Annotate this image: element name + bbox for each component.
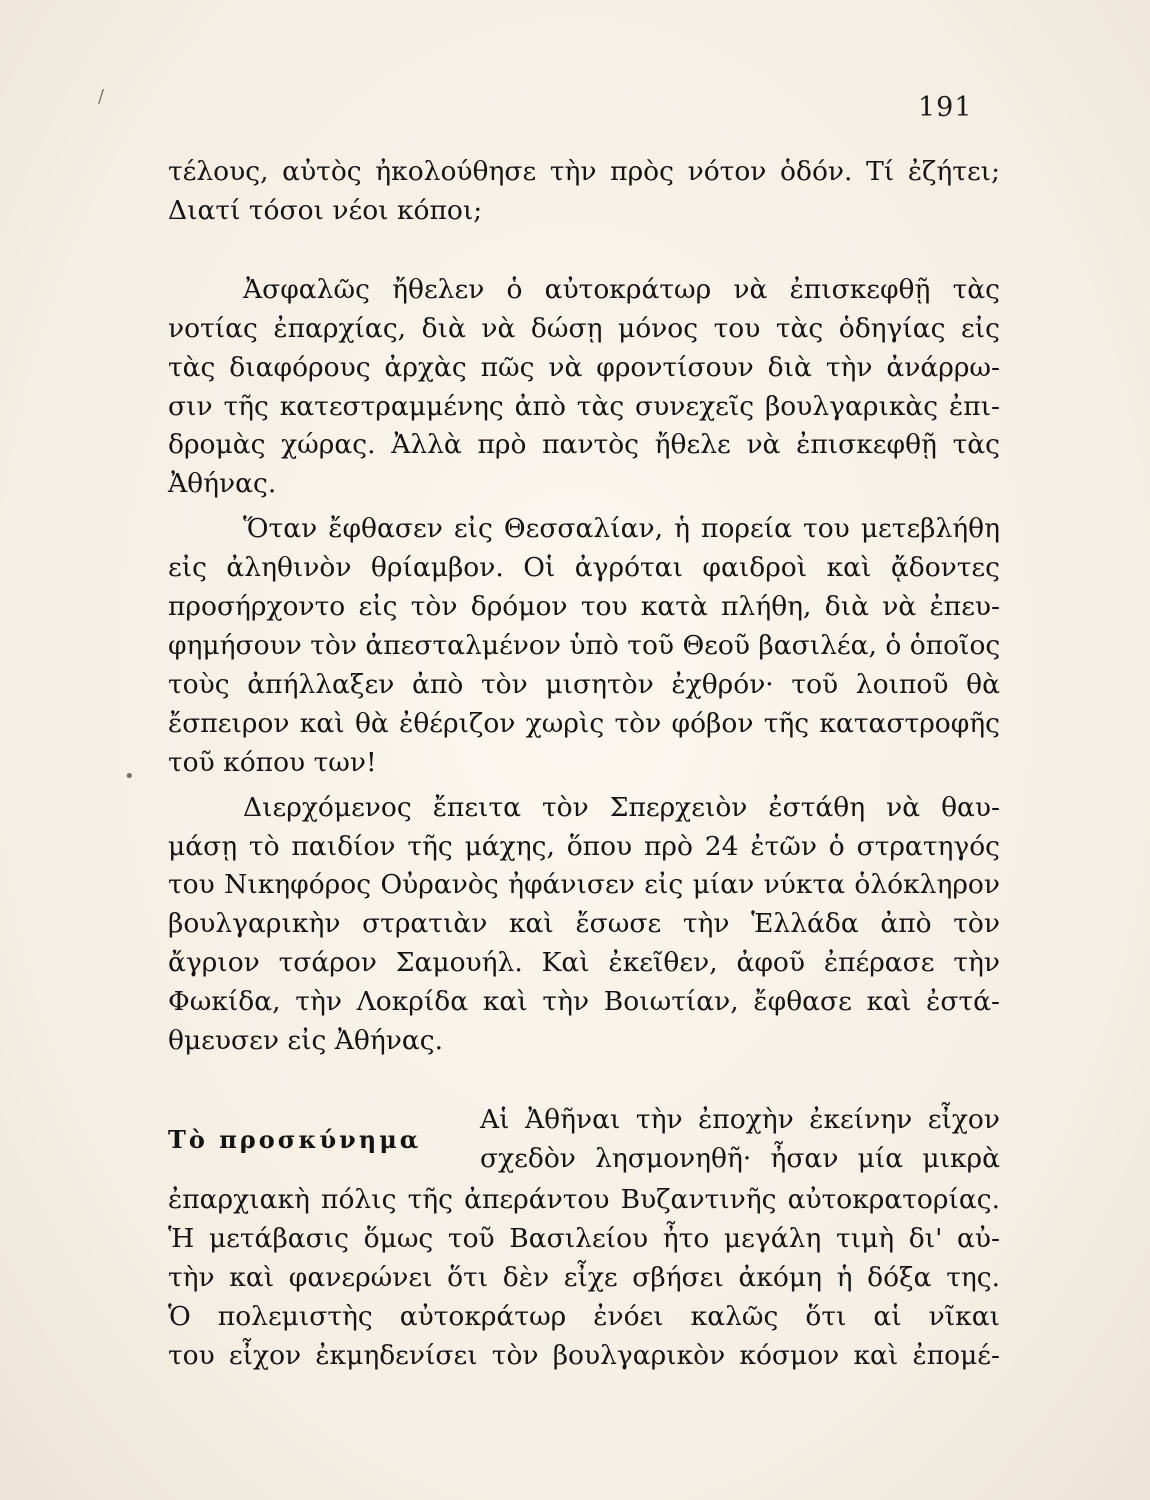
- section-heading: Τὸ προσκύνημα: [168, 1124, 422, 1154]
- text-line: εἰς ἀληθινὸν θρίαμβον. Οἱ ἀγρόται φαιδροὶ καὶ ᾄδοντες: [168, 552, 1000, 584]
- margin-dot-mark: •: [124, 766, 135, 787]
- text-line: προσήρχοντο εἰς τὸν δρόμον του κατὰ πλήθη, διὰ νὰ ἐπευ-: [168, 591, 1000, 623]
- text-line: τὴν καὶ φανερώνει ὅτι δὲν εἶχε σβήσει ἀκόμη ἡ δόξα της.: [168, 1261, 1000, 1293]
- text-line: τοῦ κόπου των!: [168, 746, 377, 778]
- text-line: τοὺς ἀπήλλαξεν ἀπὸ τὸν μισητὸν ἐχθρόν· τοῦ λοιποῦ θὰ: [168, 668, 1000, 700]
- paragraph-thessaly: [168, 510, 1000, 782]
- text-line: δρομὰς χώρας. Ἀλλὰ πρὸ παντὸς ἤθελε νὰ ἐπισκεφθῇ τὰς: [168, 429, 1000, 461]
- text-line: νοτίας ἐπαρχίας, διὰ νὰ δώσῃ μόνος του τὰς ὁδηγίας εἰς: [168, 312, 1000, 344]
- text-line: Ὁ πολεμιστὴς αὐτοκράτωρ ἐνόει καλῶς ὅτι αἱ νῖκαι: [168, 1300, 1000, 1332]
- text-line: Φωκίδα, τὴν Λοκρίδα καὶ τὴν Βοιωτίαν, ἔφθασε καὶ ἐστά-: [168, 986, 1000, 1018]
- section-heading-block: [168, 1101, 1000, 1181]
- text-line: Ὅταν ἔφθασεν εἰς Θεσσαλίαν, ἡ πορεία του μετεβλήθη: [243, 513, 1000, 545]
- text-line: Ἀσφαλῶς ἤθελεν ὁ αὐτοκράτωρ νὰ ἐπισκεφθῇ τὰς: [243, 273, 1000, 305]
- margin-pencil-mark: /: [98, 86, 105, 107]
- text-line: μάσῃ τὸ παιδίον τῆς μάχης, ὅπου πρὸ 24 ἐτῶν ὁ στρατηγός: [168, 830, 1000, 862]
- text-line: Αἱ Ἀθῆναι τὴν ἐποχὴν ἐκείνην εἶχον: [480, 1103, 1000, 1135]
- text-line: του εἶχον ἐκμηδενίσει τὸν βουλγαρικὸν κόσμον καὶ ἐπομέ-: [168, 1339, 1000, 1371]
- text-line: βουλγαρικὴν στρατιὰν καὶ ἔσωσε τὴν Ἑλλάδα ἀπὸ τὸν: [168, 908, 1000, 940]
- text-line: Ἡ μετάβασις ὅμως τοῦ Βασιλείου ἦτο μεγάλη τιμὴ δι' αὐ-: [168, 1222, 1000, 1254]
- text-line: Διερχόμενος ἔπειτα τὸν Σπερχειὸν ἐστάθη νὰ θαυ-: [243, 791, 1000, 823]
- text-line: θμευσεν εἰς Ἀθήνας.: [168, 1025, 443, 1057]
- text-line: ἔσπειρον καὶ θὰ ἐθέριζον χωρὶς τὸν φόβον τῆς καταστροφῆς: [168, 707, 1000, 739]
- body-text: [168, 153, 1000, 1375]
- text-line: τὰς διαφόρους ἀρχὰς πῶς νὰ φροντίσουν διὰ τὴν ἀνάρρω-: [168, 351, 1000, 383]
- text-line: φημήσουν τὸν ἀπεσταλμένον ὑπὸ τοῦ Θεοῦ βασιλέα, ὁ ὁποῖος: [168, 629, 1001, 661]
- paragraph-spercheios: [168, 789, 1000, 1061]
- text-line: σιν τῆς κατεστραμμένης ἀπὸ τὰς συνεχεῖς βουλγαρικὰς ἐπι-: [168, 390, 1000, 422]
- text-line: Διατί τόσοι νέοι κόποι;: [168, 194, 483, 226]
- text-line: σχεδὸν λησμονηθῆ· ἦσαν μία μικρὰ: [480, 1142, 1000, 1174]
- paragraph-pilgrimage: [168, 1181, 1000, 1376]
- text-line: Ἀθήνας.: [168, 468, 277, 500]
- text-line: τέλους, αὐτὸς ἠκολούθησε τὴν πρὸς νότον ὁδόν. Τί ἐζήτει;: [168, 156, 1000, 187]
- paragraph-continuation: [168, 153, 1000, 231]
- text-line: του Νικηφόρος Οὐρανὸς ἠφάνισεν εἰς μίαν νύκτα ὁλόκληρον: [168, 869, 1000, 901]
- text-line: ἐπαρχιακὴ πόλις τῆς ἀπεράντου Βυζαντινῆς αὐτοκρατορίας.: [168, 1183, 1000, 1215]
- paragraph-visit-intent: [168, 271, 1000, 504]
- text-line: ἄγριον τσάρον Σαμουήλ. Καὶ ἐκεῖθεν, ἀφοῦ ἐπέρασε τὴν: [168, 947, 1000, 979]
- page-number: 191: [918, 92, 973, 123]
